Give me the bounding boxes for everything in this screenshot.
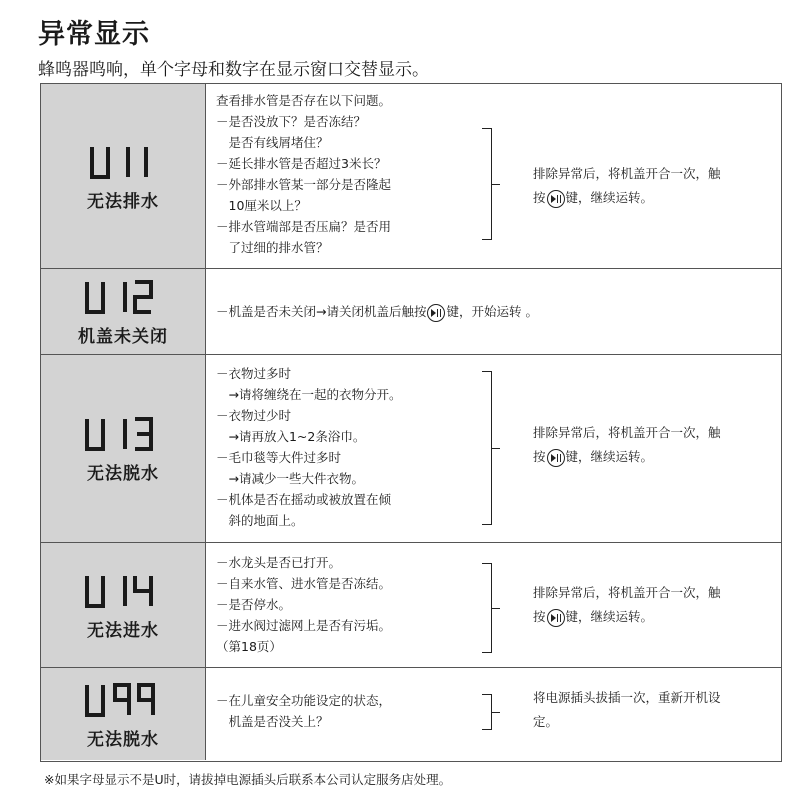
- checklist-line: －衣物过多时: [216, 366, 292, 381]
- error-code-cell: [41, 355, 206, 542]
- checklist-line: －水龙头是否已打开。: [216, 555, 342, 570]
- start-pause-icon: [547, 190, 565, 208]
- bracket-divider: [482, 563, 492, 653]
- lcd-code-display: [83, 276, 163, 318]
- error-code-cell: [41, 543, 206, 667]
- error-row-u14: [41, 543, 781, 668]
- bracket-divider: [482, 371, 492, 525]
- lcd-code-display: [83, 570, 163, 612]
- checklist-line: →请再放入1~2条浴巾。: [216, 429, 366, 444]
- lcd-code-display: [88, 141, 158, 183]
- checklist-line: －毛巾毯等大件过多时: [216, 450, 342, 465]
- error-row-u11: [41, 84, 781, 269]
- checklist-line: →请减少一些大件衣物。: [216, 471, 364, 486]
- error-checklist: [216, 552, 391, 657]
- checklist-line: －延长排水管是否超过3米长？: [216, 156, 387, 171]
- lcd-code-display: [83, 679, 163, 721]
- checklist-line: －外部排水管某一部分是否隆起: [216, 177, 392, 192]
- error-checklist: [216, 90, 391, 258]
- checklist-line: 斜的地面上。: [216, 513, 304, 528]
- remedy-line: 排除异常后，将机盖开合一次，触: [533, 425, 721, 440]
- checklist-line: －自来水管、进水管是否冻结。: [216, 576, 392, 591]
- error-code-cell: [41, 668, 206, 760]
- checklist-line: →请将缠绕在一起的衣物分开。: [216, 387, 402, 402]
- error-checklist: [216, 690, 391, 732]
- remedy-line: 排除异常后，将机盖开合一次，触: [533, 585, 721, 600]
- remedy-line: 按: [533, 609, 546, 624]
- remedy-text: [533, 686, 721, 734]
- bracket-divider: [482, 694, 492, 730]
- remedy-line: 键，继续运转。: [565, 609, 654, 624]
- page-subtitle: 蜂鸣器鸣响，单个字母和数字在显示窗口交替显示。: [38, 60, 429, 80]
- remedy-text: [533, 421, 721, 469]
- error-label: 机盖未关闭: [78, 327, 168, 347]
- error-row-u13: [41, 355, 781, 543]
- remedy-line: 定。: [533, 714, 559, 729]
- lcd-code-display: [83, 413, 163, 455]
- error-label: 无法排水: [87, 191, 159, 212]
- error-label: 无法脱水: [87, 729, 159, 750]
- checklist-line: －是否停水。: [216, 597, 292, 612]
- remedy-text: [533, 581, 721, 629]
- checklist-line: －衣物过少时: [216, 408, 292, 423]
- remedy-text: [533, 162, 721, 210]
- error-code-table: [40, 83, 782, 762]
- checklist-line: 查看排水管是否存在以下问题。: [216, 93, 392, 108]
- error-code-cell: [41, 84, 206, 268]
- remedy-line: 按: [533, 190, 546, 205]
- checklist-line: －机体是否在摇动或被放置在倾: [216, 492, 392, 507]
- error-checklist: [216, 301, 538, 322]
- checklist-line: 机盖是否没关上？: [216, 714, 329, 729]
- page-title: 异常显示: [38, 19, 150, 50]
- start-pause-icon: [547, 609, 565, 627]
- remedy-line: 按: [533, 449, 546, 464]
- checklist-line: （第18页）: [216, 639, 282, 654]
- remedy-line: 排除异常后，将机盖开合一次，触: [533, 166, 721, 181]
- remedy-line: 键，继续运转。: [565, 449, 654, 464]
- checklist-line: 是否有线屑堵住？: [216, 135, 329, 150]
- error-code-cell: [41, 269, 206, 354]
- checklist-line: －进水阀过滤网上是否有污垢。: [216, 618, 392, 633]
- error-checklist: [216, 363, 401, 531]
- checklist-line: －是否没放下？是否冻结？: [216, 114, 367, 129]
- error-row-u12: [41, 269, 781, 355]
- checklist-line: －在儿童安全功能设定的状态，: [216, 693, 392, 708]
- start-pause-icon: [427, 304, 445, 322]
- bracket-divider: [482, 128, 492, 240]
- start-pause-icon: [547, 449, 565, 467]
- checklist-line: 键，开始运转 。: [446, 304, 538, 319]
- checklist-line: 了过细的排水管？: [216, 240, 329, 255]
- checklist-line: －机盖是否未关闭→请关闭机盖后触按: [216, 304, 427, 319]
- error-label: 无法脱水: [87, 464, 159, 484]
- checklist-line: 10厘米以上？: [216, 198, 307, 213]
- footnote: ※如果字母显示不是U时，请拔掉电源插头后联系本公司认定服务店处理。: [44, 772, 452, 787]
- error-row-u99: [41, 668, 781, 760]
- remedy-line: 键，继续运转。: [565, 190, 654, 205]
- checklist-line: －排水管端部是否压扁？是否用: [216, 219, 392, 234]
- remedy-line: 将电源插头拔插一次，重新开机设: [533, 690, 721, 705]
- error-label: 无法进水: [87, 620, 159, 641]
